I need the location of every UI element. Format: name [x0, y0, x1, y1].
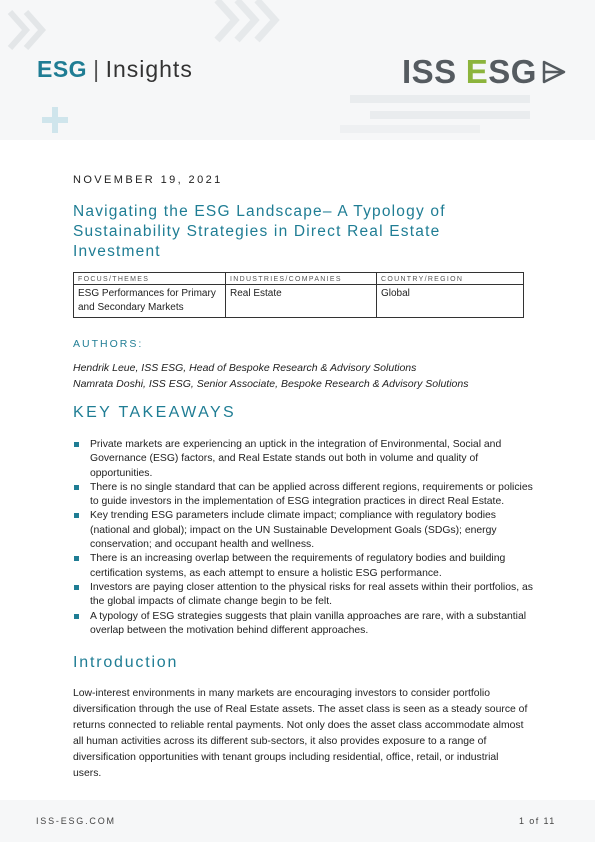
key-takeaways-heading: KEY TAKEAWAYS	[73, 404, 237, 421]
meta-header-country: COUNTRY/REGION	[377, 273, 524, 285]
key-takeaways-list	[73, 438, 533, 638]
logo-sg: SG	[488, 53, 537, 90]
decorative-chevrons-top	[205, 0, 295, 50]
authors-heading: AUTHORS:	[73, 338, 144, 350]
takeaway-item: Private markets are experiencing an uptick in the integration of Environmental, Social and Governance (ESG) factors, and Real Estate stands out both in volume and quality of opportunities.	[73, 438, 533, 481]
logo-triangle-icon	[541, 59, 567, 85]
authors-list	[73, 360, 468, 392]
logo-iss: ISS	[402, 53, 457, 90]
esg-insights-brand	[37, 56, 193, 83]
brand-separator: |	[93, 56, 100, 82]
author-line: Hendrik Leue, ISS ESG, Head of Bespoke Research & Advisory Solutions	[73, 362, 417, 374]
logo-e: E	[465, 53, 489, 90]
takeaway-item: A typology of ESG strategies suggests that plain vanilla approaches are rare, with a substantial overlap between the motivation behind different approaches.	[73, 610, 533, 639]
decorative-stripes-right	[340, 95, 540, 135]
brand-insights: Insights	[105, 56, 193, 82]
meta-header-focus: FOCUS/THEMES	[74, 273, 226, 285]
document-title: Navigating the ESG Landscape– A Typology of Sustainability Strategies in Direct Real Estate Investment	[73, 203, 446, 260]
author-line: Namrata Doshi, ISS ESG, Senior Associate, Bespoke Research & Advisory Solutions	[73, 378, 469, 390]
meta-value-industries: Real Estate	[226, 285, 377, 318]
takeaway-item: There is an increasing overlap between the requirements of regulatory bodies and building certification systems, as each attempt to ensure a holistic ESG performance.	[73, 552, 533, 581]
introduction-heading: Introduction	[73, 654, 179, 671]
meta-table	[73, 272, 524, 318]
plus-icon	[40, 105, 70, 135]
meta-value-country: Global	[377, 285, 524, 318]
footer-website-link[interactable]: ISS-ESG.COM	[36, 816, 116, 826]
publication-date: NOVEMBER 19, 2021	[73, 174, 223, 186]
page-number: 1 of 11	[519, 816, 556, 826]
meta-value-focus: ESG Performances for Primary and Secondary Markets	[74, 285, 226, 318]
introduction-paragraph: Low-interest environments in many markets are encouraging investors to consider portfolio diversification through the use of Real Estate assets. The asset class is seen as a steady source of returns connected to reliable rental payments. Not only does the asset class accommodate almost all human activities across its different sub-sectors, it also provides exposure to a range of diversification opportunities with tenant groups including residential, office, retail, or industrial users.	[73, 688, 528, 779]
takeaway-item: Key trending ESG parameters include climate impact; compliance with regulatory bodies (national and global); impact on the UN Sustainable Development Goals (SDGs); energy conservation; and occupant health and wellness.	[73, 509, 533, 552]
decorative-chevrons-left	[0, 10, 60, 60]
iss-esg-logo	[402, 52, 567, 92]
meta-header-industries: INDUSTRIES/COMPANIES	[226, 273, 377, 285]
takeaway-item: There is no single standard that can be applied across different regions, requirements or policies to guide investors in the implementation of ESG integration practices in direct Real Estate.	[73, 481, 533, 510]
takeaway-item: Investors are paying closer attention to the physical risks for real assets within their portfolios, as the global impacts of climate change begin to be felt.	[73, 581, 533, 610]
brand-esg: ESG	[37, 56, 88, 82]
